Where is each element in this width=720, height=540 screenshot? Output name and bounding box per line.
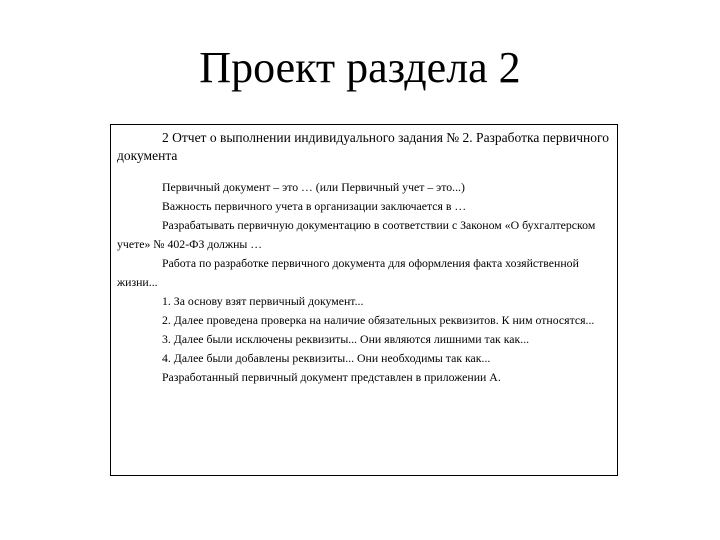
paragraph-law-reference: Разрабатывать первичную документацию в соответствии с Законом «О бухгалтерском учете» № 402-ФЗ должны …	[117, 218, 596, 251]
paragraph-step-4: 4. Далее были добавлены реквизиты... Они необходимы так как...	[162, 351, 491, 365]
slide-title: Проект раздела 2	[199, 43, 521, 92]
paragraph-primary-document-definition: Первичный документ – это … (или Первичный учет – это...)	[162, 180, 465, 194]
paragraph-step-1: 1. За основу взят первичный документ...	[162, 294, 364, 308]
paragraph-step-2: 2. Далее проведена проверка на наличие обязательных реквизитов. К ним относятся...	[162, 313, 595, 327]
paragraph-development-work: Работа по разработке первичного документа для оформления факта хозяйственной жизни...	[117, 256, 579, 289]
paragraph-step-3: 3. Далее были исключены реквизиты... Они являются лишними так как...	[162, 332, 530, 346]
content-text-box	[110, 124, 618, 476]
paragraph-appendix-reference: Разработанный первичный документ представлен в приложении А.	[162, 370, 501, 384]
paragraph-importance-of-accounting: Важность первичного учета в организации заключается в …	[162, 199, 467, 213]
section-heading: 2 Отчет о выполнении индивидуального задания № 2. Разработка первичного документа	[117, 130, 609, 163]
